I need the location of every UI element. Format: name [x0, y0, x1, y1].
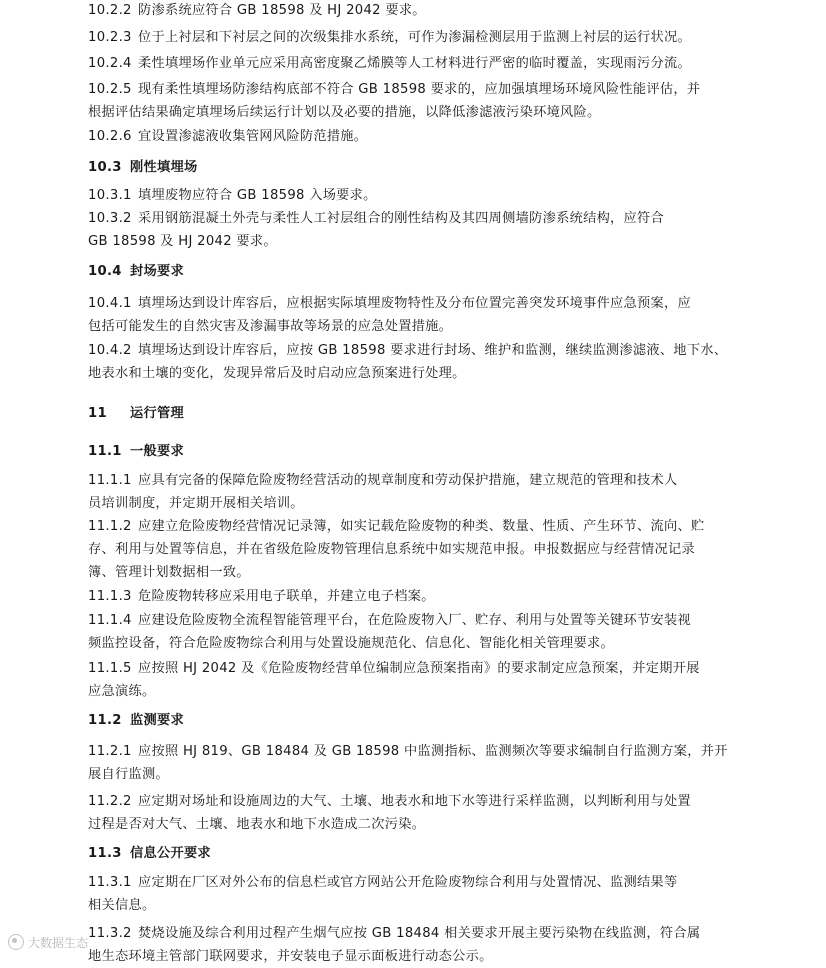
section-heading: [88, 843, 738, 865]
clause-text: 存、利用与处置等信息，并在省级危险废物管理信息系统中如实规范申报。申报数据应与经营情况记录: [88, 542, 695, 557]
clause-text: 填埋场达到设计库容后，应按 GB 18598 要求进行封场、维护和监测，继续监测渗滤液、地下水、: [138, 343, 728, 358]
clause-text: 应建设危险废物全流程智能管理平台，在危险废物入厂、贮存、利用与处置等关键环节安装视: [138, 613, 691, 628]
clause-text: 应具有完备的保障危险废物经营活动的规章制度和劳动保护措施，建立规范的管理和技术人: [138, 473, 678, 488]
clause-line: [88, 231, 738, 253]
clause-line: [88, 340, 738, 362]
clause-number: 10.2.3: [88, 30, 132, 45]
clause-text: 封场要求: [130, 264, 184, 279]
clause-line: [88, 791, 738, 813]
clause-line: [88, 586, 738, 608]
clause-text: 应急演练。: [88, 684, 156, 699]
clause-line: [88, 79, 738, 101]
clause-text: 柔性填埋场作业单元应采用高密度聚乙烯膜等人工材料进行严密的临时覆盖，实现雨污分流。: [138, 56, 691, 71]
clause-text: 危险废物转移应采用电子联单，并建立电子档案。: [138, 589, 435, 604]
clause-number: 11.3: [88, 846, 122, 861]
clause-text: 应定期对场址和设施周边的大气、土壤、地表水和地下水等进行采样监测，以判断利用与处置: [138, 794, 691, 809]
clause-number: 10.2.6: [88, 129, 132, 144]
clause-number: 10.3.2: [88, 211, 132, 226]
clause-number: 10.3: [88, 160, 122, 175]
clause-line: [88, 946, 738, 968]
clause-line: [88, 633, 738, 655]
clause-text: 过程是否对大气、土壤、地表水和地下水造成二次污染。: [88, 817, 426, 832]
clause-number: 11.2: [88, 713, 122, 728]
watermark: [8, 931, 88, 953]
section-heading: [88, 403, 738, 425]
clause-text: 一般要求: [130, 444, 184, 459]
clause-line: [88, 27, 738, 49]
clause-text: 应定期在厂区对外公布的信息栏或官方网站公开危险废物综合利用与处置情况、监测结果等: [138, 875, 678, 890]
clause-text: 防渗系统应符合 GB 18598 及 HJ 2042 要求。: [138, 3, 426, 18]
clause-text: 采用钢筋混凝土外壳与柔性人工衬层组合的刚性结构及其四周侧墙防渗系统结构，应符合: [138, 211, 665, 226]
clause-line: [88, 363, 738, 385]
clause-line: [88, 539, 738, 561]
clause-text: 地表水和土壤的变化，发现异常后及时启动应急预案进行处理。: [88, 366, 466, 381]
clause-text: 焚烧设施及综合利用过程产生烟气应按 GB 18484 相关要求开展主要污染物在线监测，符合属: [138, 926, 701, 941]
clause-number: 11.1.2: [88, 519, 132, 534]
clause-number: 11.3.1: [88, 875, 132, 890]
clause-number: 11.1.3: [88, 589, 132, 604]
clause-number: 11.1: [88, 444, 122, 459]
clause-number: 11: [88, 406, 107, 421]
clause-text: 现有柔性填埋场防渗结构底部不符合 GB 18598 要求的，应加强填埋场环境风险性能评估，并: [138, 82, 701, 97]
clause-number: 10.2.5: [88, 82, 132, 97]
clause-line: [88, 126, 738, 148]
clause-text: 应按照 HJ 2042 及《危险废物经营单位编制应急预案指南》的要求制定应急预案，并定期开展: [138, 661, 700, 676]
clause-line: [88, 102, 738, 124]
clause-text: 员培训制度，并定期开展相关培训。: [88, 496, 304, 511]
clause-line: [88, 872, 738, 894]
clause-text: GB 18598 及 HJ 2042 要求。: [88, 234, 277, 249]
clause-text: 填埋废物应符合 GB 18598 入场要求。: [138, 188, 377, 203]
clause-line: [88, 316, 738, 338]
clause-line: [88, 923, 738, 945]
watermark-text: 大数据生态: [28, 935, 89, 950]
clause-text: 应按照 HJ 819、GB 18484 及 GB 18598 中监测指标、监测频次等要求编制自行监测方案，并开: [138, 744, 728, 759]
clause-text: 簿、管理计划数据相一致。: [88, 565, 250, 580]
clause-text: 应建立危险废物经营情况记录簿，如实记载危险废物的种类、数量、性质、产生环节、流向、贮: [138, 519, 705, 534]
clause-number: 11.2.2: [88, 794, 132, 809]
clause-number: 10.2.2: [88, 3, 132, 18]
section-heading: [88, 710, 738, 732]
clause-text: 展自行监测。: [88, 767, 169, 782]
section-heading: [88, 157, 738, 179]
clause-text: 位于上衬层和下衬层之间的次级集排水系统，可作为渗漏检测层用于监测上衬层的运行状况。: [138, 30, 691, 45]
clause-text: 监测要求: [130, 713, 184, 728]
clause-line: [88, 658, 738, 680]
clause-line: [88, 741, 738, 763]
clause-line: [88, 53, 738, 75]
clause-line: [88, 610, 738, 632]
clause-number: 11.1.5: [88, 661, 132, 676]
clause-line: [88, 185, 738, 207]
clause-text: 填埋场达到设计库容后，应根据实际填埋废物特性及分布位置完善突发环境事件应急预案，应: [138, 296, 691, 311]
clause-line: [88, 493, 738, 515]
clause-line: [88, 895, 738, 917]
clause-line: [88, 681, 738, 703]
clause-text: 根据评估结果确定填埋场后续运行计划以及必要的措施，以降低渗滤液污染环境风险。: [88, 105, 601, 120]
section-heading: [88, 261, 738, 283]
clause-number: 11.3.2: [88, 926, 132, 941]
clause-number: 10.4.1: [88, 296, 132, 311]
clause-number: 11.1.1: [88, 473, 132, 488]
clause-number: 10.3.1: [88, 188, 132, 203]
clause-number: 11.1.4: [88, 613, 132, 628]
section-heading: [88, 441, 738, 463]
clause-text: 频监控设备，符合危险废物综合利用与处置设施规范化、信息化、智能化相关管理要求。: [88, 636, 615, 651]
clause-line: [88, 814, 738, 836]
clause-line: [88, 764, 738, 786]
clause-text: 包括可能发生的自然灾害及渗漏事故等场景的应急处置措施。: [88, 319, 453, 334]
clause-number: 10.4.2: [88, 343, 132, 358]
clause-number: 10.2.4: [88, 56, 132, 71]
clause-line: [88, 562, 738, 584]
clause-text: 信息公开要求: [130, 846, 211, 861]
clause-line: [88, 0, 738, 22]
clause-text: 相关信息。: [88, 898, 156, 913]
clause-number: 10.4: [88, 264, 122, 279]
clause-line: [88, 470, 738, 492]
clause-line: [88, 516, 738, 538]
clause-line: [88, 208, 738, 230]
clause-line: [88, 293, 738, 315]
clause-text: 地生态环境主管部门联网要求，并安装电子显示面板进行动态公示。: [88, 949, 493, 964]
clause-text: 刚性填埋场: [130, 160, 198, 175]
clause-text: 运行管理: [130, 406, 184, 421]
watermark-logo-icon: [8, 934, 24, 950]
clause-text: 宜设置渗滤液收集管网风险防范措施。: [138, 129, 368, 144]
clause-number: 11.2.1: [88, 744, 132, 759]
